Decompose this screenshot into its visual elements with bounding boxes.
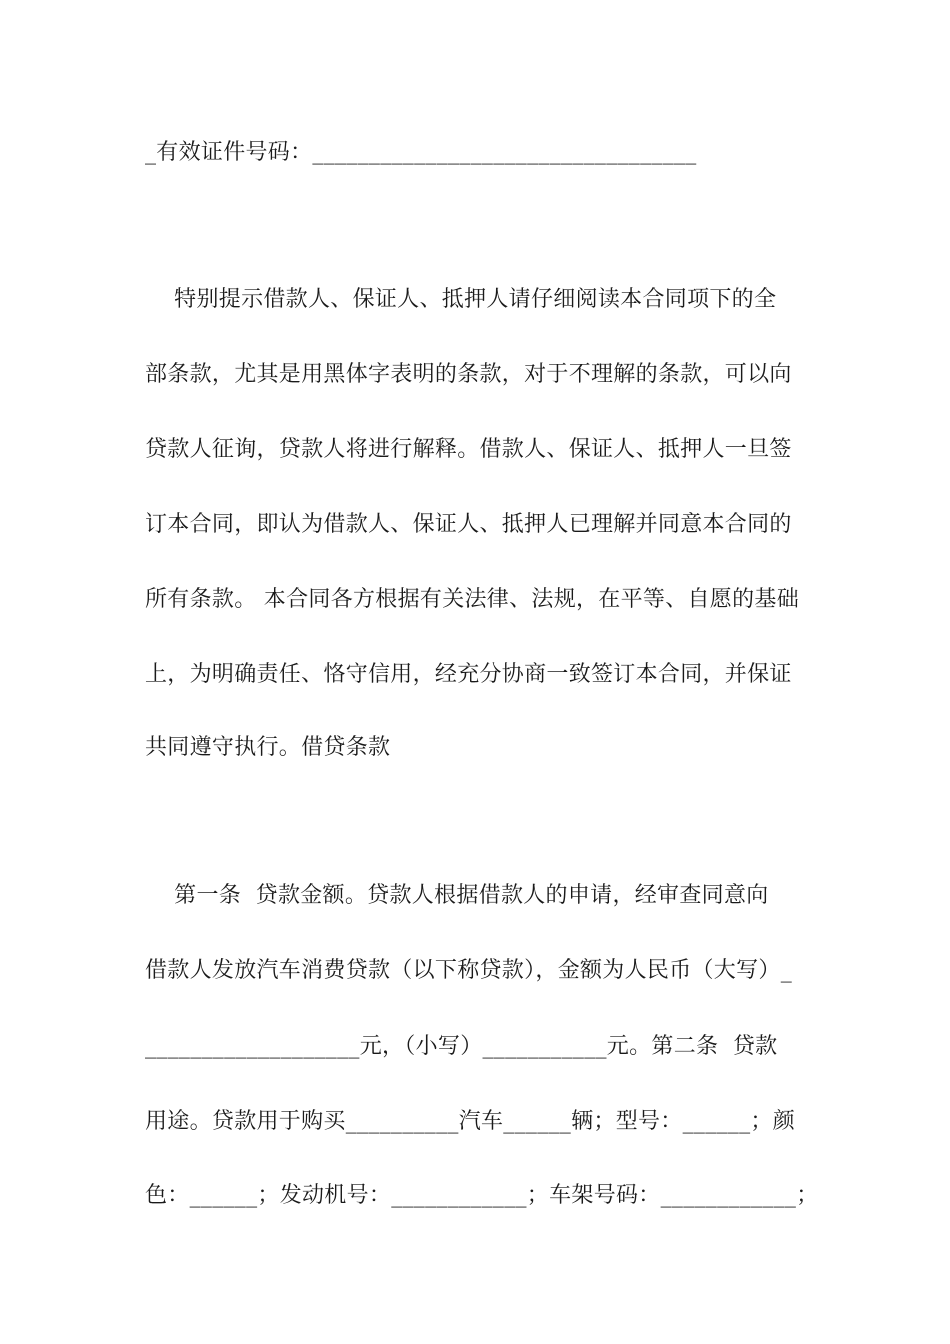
article-paragraph-line: 第一条 贷款金额。贷款人根据借款人的申请，经审查同意向 [145,883,769,908]
article-paragraph-line: ___________________元，（小写）___________元。第二条 贷款 [145,1034,778,1059]
article-paragraph-line: 色：______；发动机号：____________；车架号码：____________； [145,1183,819,1208]
notice-paragraph-line: 共同遵守执行。借贷条款 [145,735,391,760]
article-paragraph-line: 用途。贷款用于购买__________汽车______辆；型号：______；颜 [145,1109,796,1134]
notice-paragraph-line: 订本合同，即认为借款人、保证人、抵押人已理解并同意本合同的 [145,512,792,537]
notice-paragraph-line: 贷款人征询，贷款人将进行解释。借款人、保证人、抵押人一旦签 [145,437,792,462]
notice-paragraph-line: 特别提示借款人、保证人、抵押人请仔细阅读本合同项下的全 [145,287,777,312]
article-paragraph-line: 借款人发放汽车消费贷款（以下称贷款），金额为人民币（大写）_ [145,958,793,983]
id-number-line: _有效证件号码：__________________________________ [145,140,697,165]
notice-paragraph-line: 部条款，尤其是用黑体字表明的条款，对于不理解的条款，可以向 [145,362,792,387]
notice-paragraph-line: 上，为明确责任、恪守信用，经充分协商一致签订本合同，并保证 [145,662,792,687]
notice-paragraph-line: 所有条款。 本合同各方根据有关法律、法规，在平等、自愿的基础 [145,587,799,612]
